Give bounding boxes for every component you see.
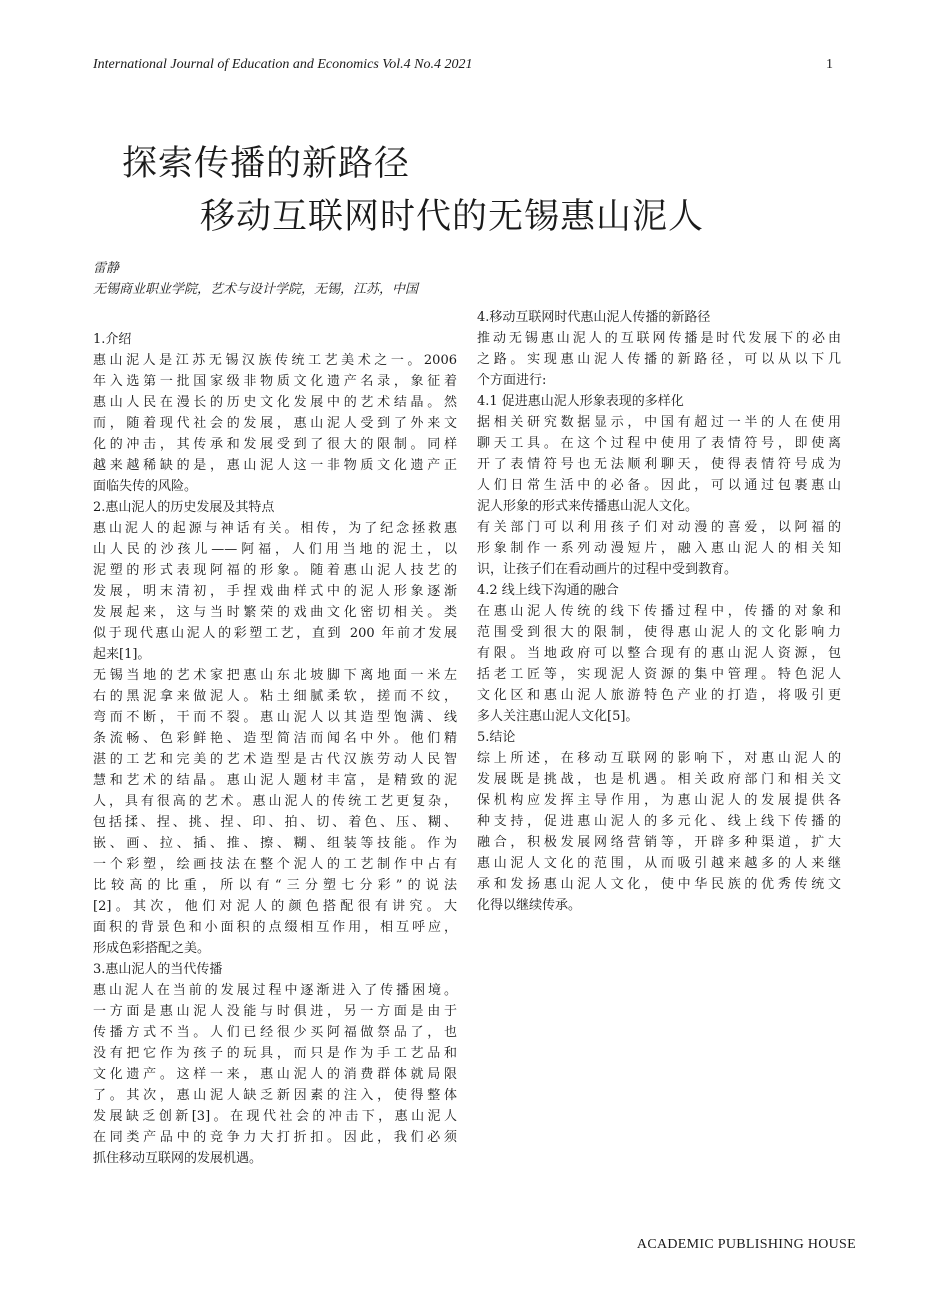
text-line: 承和发扬惠山泥人文化，使中华民族的优秀传统文 [477, 877, 841, 892]
text-line: 1.介绍 [93, 332, 132, 347]
text-line: 融合，积极发展网络营销等，开辟多种渠道，扩大 [477, 835, 841, 850]
text-line: 发展既是挑战，也是机遇。相关政府部门和相关文 [477, 772, 841, 787]
text-line: 保机构应发挥主导作用，为惠山泥人的发展提供各 [477, 793, 841, 808]
right-column [477, 307, 841, 916]
text-line: 种支持，促进惠山泥人的多元化、线上线下传播的 [477, 814, 841, 829]
text-line: 范围受到很大的限制，使得惠山泥人的文化影响力 [477, 625, 841, 640]
text-line: 山人民的沙孩儿——阿福，人们用当地的泥土，以 [93, 542, 457, 557]
text-line: 4.移动互联网时代惠山泥人传播的新路径 [477, 310, 711, 325]
text-line: 了。其次，惠山泥人缺乏新因素的注入，使得整体 [93, 1088, 457, 1103]
text-line: 泥人形象的形式来传播惠山泥人文化。 [477, 499, 699, 514]
text-line: 起来[1]。 [93, 647, 151, 662]
text-line: 抓住移动互联网的发展机遇。 [93, 1151, 263, 1166]
text-line: 据相关研究数据显示，中国有超过一半的人在使用 [477, 415, 841, 430]
text-line: 而，随着现代社会的发展，惠山泥人受到了外来文 [93, 416, 457, 431]
text-line: 一个彩塑，绘画技法在整个泥人的工艺制作中占有 [93, 857, 457, 872]
text-line: 综上所述，在移动互联网的影响下，对惠山泥人的 [477, 751, 841, 766]
text-line: 一方面是惠山泥人没能与时俱进，另一方面是由于 [93, 1004, 457, 1019]
text-line: 慧和艺术的结晶。惠山泥人题材丰富，是精致的泥 [93, 773, 457, 788]
text-line: 4.2 线上线下沟通的融合 [477, 583, 619, 598]
text-line: 惠山泥人是江苏无锡汉族传统工艺美术之一。2006 [93, 353, 457, 368]
text-line: 化的冲击，其传承和发展受到了很大的限制。同样 [93, 437, 457, 452]
text-line: 没有把它作为孩子的玩具，而只是作为手工艺品和 [93, 1046, 457, 1061]
text-line: 面积的背景色和小面积的点缀相互作用，相互呼应， [93, 920, 457, 935]
text-line: 湛的工艺和完美的艺术造型是古代汉族劳动人民智 [93, 752, 457, 767]
text-line: 惠山泥人的起源与神话有关。相传，为了纪念拯救惠 [93, 521, 457, 536]
text-line: 推动无锡惠山泥人的互联网传播是时代发展下的必由 [477, 331, 841, 346]
author-affiliation: 无锡商业职业学院，艺术与设计学院，无锡，江苏，中国 [93, 282, 419, 297]
text-line: 右的黑泥拿来做泥人。粘土细腻柔软，搓而不纹， [93, 689, 457, 704]
text-line: 人们日常生活中的必备。因此，可以通过包裹惠山 [477, 478, 841, 493]
text-line: 越来越稀缺的是，惠山泥人这一非物质文化遗产正 [93, 458, 457, 473]
text-line: 开了表情符号也无法顺利聊天，使得表情符号成为 [477, 457, 841, 472]
text-line: 年入选第一批国家级非物质文化遗产名录，象征着 [93, 374, 457, 389]
text-line: 人，具有很高的艺术。惠山泥人的传统工艺更复杂， [93, 794, 457, 809]
text-line: [2]。其次，他们对泥人的颜色搭配很有讲究。大 [93, 899, 457, 914]
author-name: 雷静 [93, 261, 120, 276]
text-line: 3.惠山泥人的当代传播 [93, 962, 223, 977]
text-line: 在同类产品中的竞争力大打折扣。因此，我们必须 [93, 1130, 457, 1145]
left-column [93, 329, 457, 1169]
text-line: 多人关注惠山泥人文化[5]。 [477, 709, 639, 724]
text-line: 在惠山泥人传统的线下传播过程中，传播的对象和 [477, 604, 841, 619]
text-line: 似于现代惠山泥人的彩塑工艺，直到 200 年前才发展 [93, 626, 457, 641]
text-line: 化得以继续传承。 [477, 898, 582, 913]
text-line: 有限。当地政府可以整合现有的惠山泥人资源，包 [477, 646, 841, 661]
text-line: 传播方式不当。人们已经很少买阿福做祭品了，也 [93, 1025, 457, 1040]
paper-title-line-2: 移动互联网时代的无锡惠山泥人 [200, 197, 705, 237]
text-line: 发展起来，这与当时繁荣的戏曲文化密切相关。类 [93, 605, 457, 620]
text-line: 发展缺乏创新[3]。在现代社会的冲击下，惠山泥人 [93, 1109, 457, 1124]
text-line: 文化遗产。这样一来，惠山泥人的消费群体就局限 [93, 1067, 457, 1082]
text-line: 识，让孩子们在看动画片的过程中受到教育。 [477, 562, 738, 577]
text-line: 形象制作一系列动漫短片，融入惠山泥人的相关知 [477, 541, 841, 556]
text-line: 嵌、画、拉、插、推、擦、糊、组装等技能。作为 [93, 836, 457, 851]
running-header: International Journal of Education and Economics Vol.4 No.4 2021 [93, 57, 473, 72]
text-line: 条流畅、色彩鲜艳、造型简洁而闻名中外。他们精 [93, 731, 457, 746]
page-number: 1 [826, 57, 833, 72]
text-line: 面临失传的风险。 [93, 479, 198, 494]
text-line: 形成色彩搭配之美。 [93, 941, 211, 956]
text-line: 发展，明末清初，手捏戏曲样式中的泥人形象逐渐 [93, 584, 457, 599]
text-line: 弯而不断，干而不裂。惠山泥人以其造型饱满、线 [93, 710, 457, 725]
text-line: 4.1 促进惠山泥人形象表现的多样化 [477, 394, 684, 409]
text-line: 文化区和惠山泥人旅游特色产业的打造，将吸引更 [477, 688, 841, 703]
text-line: 比较高的比重，所以有“三分塑七分彩”的说法 [93, 878, 457, 893]
text-line: 惠山泥人文化的范围，从而吸引越来越多的人来继 [477, 856, 841, 871]
text-line: 惠山人民在漫长的历史文化发展中的艺术结晶。然 [93, 395, 457, 410]
text-line: 括老工匠等，实现泥人资源的集中管理。特色泥人 [477, 667, 841, 682]
publisher-footer: ACADEMIC PUBLISHING HOUSE [636, 1237, 856, 1252]
paper-title-line-1: 探索传播的新路径 [122, 144, 411, 184]
text-line: 惠山泥人在当前的发展过程中逐渐进入了传播困境。 [93, 983, 457, 998]
text-line: 2.惠山泥人的历史发展及其特点 [93, 500, 275, 515]
text-line: 有关部门可以利用孩子们对动漫的喜爱，以阿福的 [477, 520, 841, 535]
text-line: 5.结论 [477, 730, 516, 745]
text-line: 个方面进行: [477, 373, 547, 388]
text-line: 无锡当地的艺术家把惠山东北坡脚下离地面一米左 [93, 668, 457, 683]
text-line: 之路。实现惠山泥人传播的新路径，可以从以下几 [477, 352, 841, 367]
text-line: 包括揉、捏、挑、捏、印、拍、切、着色、压、糊、 [93, 815, 457, 830]
text-line: 聊天工具。在这个过程中使用了表情符号，即使离 [477, 436, 841, 451]
text-line: 泥塑的形式表现阿福的形象。随着惠山泥人技艺的 [93, 563, 457, 578]
